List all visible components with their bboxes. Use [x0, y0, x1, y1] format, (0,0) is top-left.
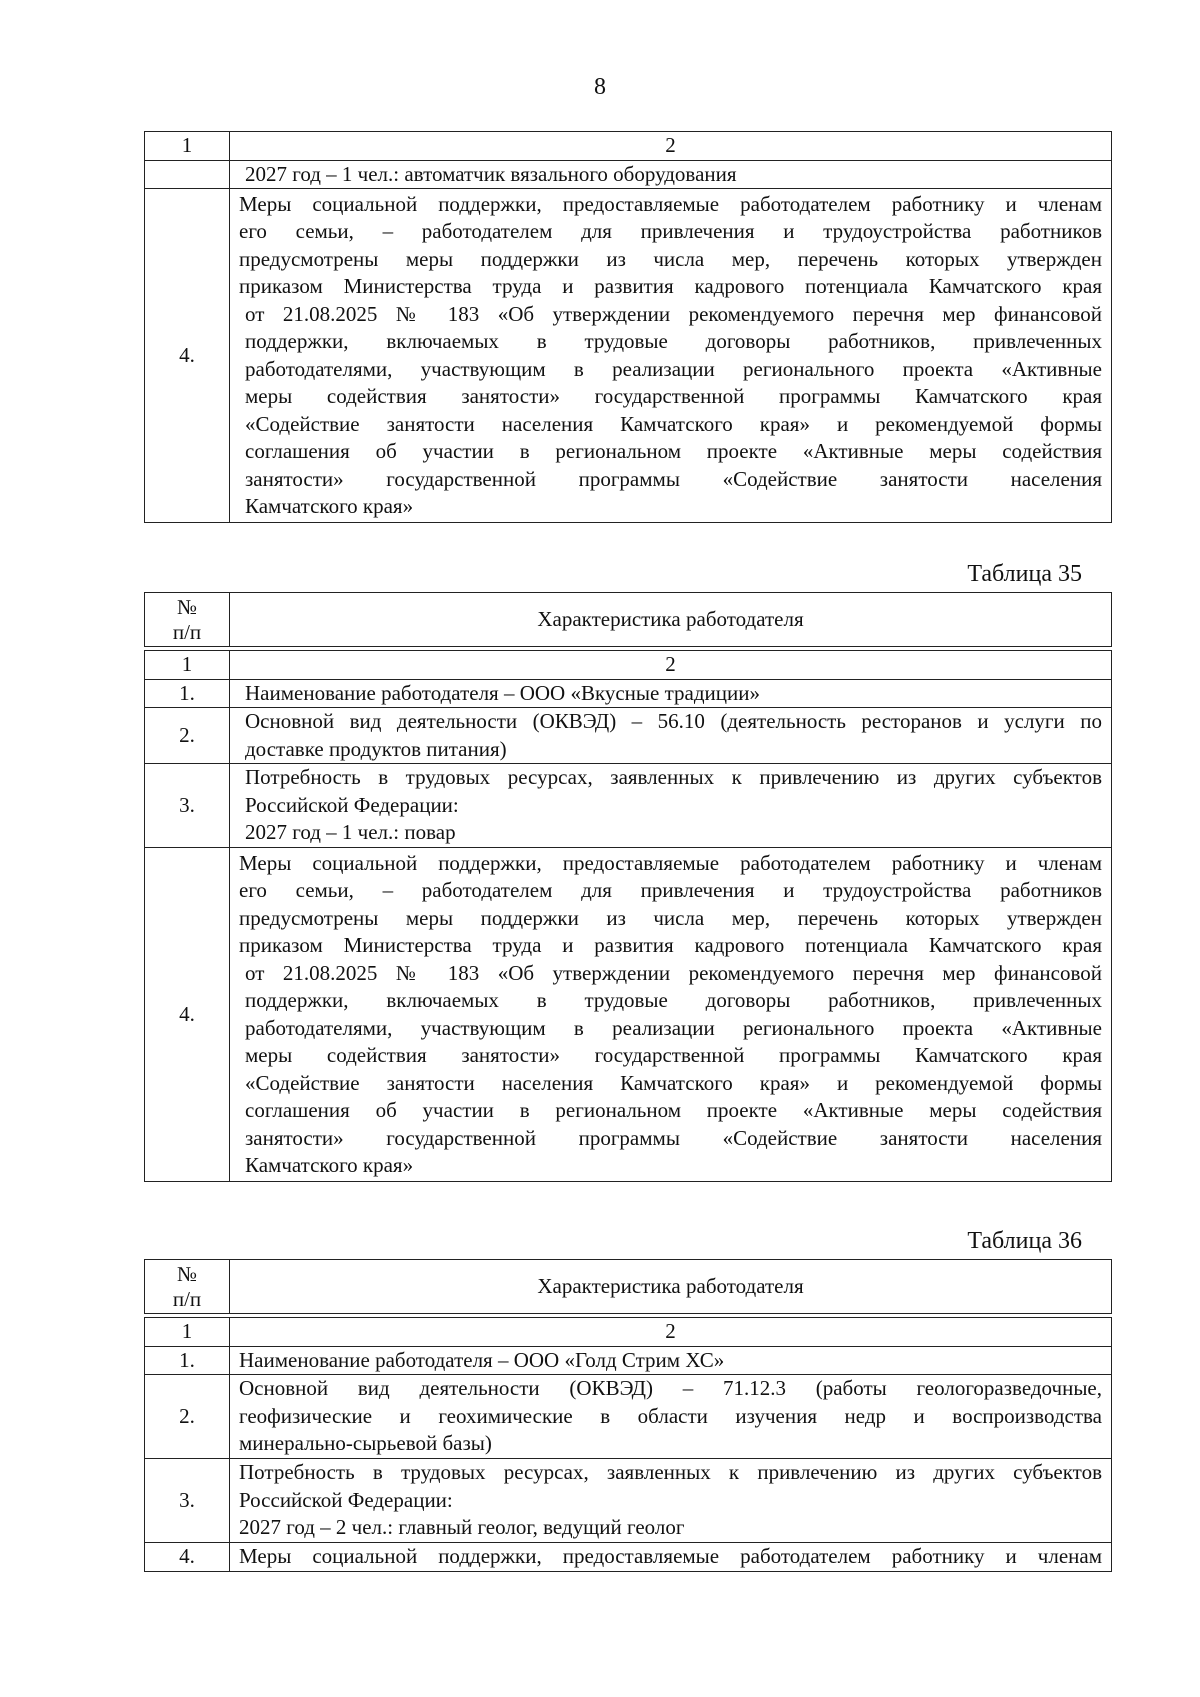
row-number-cell: [145, 160, 230, 189]
text-line: поддержки, включаемых в трудовые договоры работников, привлеченных: [245, 988, 1102, 1012]
row-text-cell: [230, 764, 1112, 848]
text-line: соглашения об участии в региональном проекте «Активные меры содействия: [245, 1098, 1102, 1122]
column-number-cell: 2: [230, 1318, 1112, 1347]
row-number-cell: 2.: [145, 708, 230, 764]
row-number-cell: 3.: [145, 1459, 230, 1543]
header-number-line: п/п: [172, 619, 202, 644]
row-text-cell: [230, 1375, 1112, 1459]
header-title-cell: Характеристика работодателя: [230, 1260, 1112, 1314]
table-row: [145, 848, 1112, 1182]
text-line: «Содействие занятости населения Камчатского края» и рекомендуемой формы: [245, 411, 1102, 436]
table-row: [145, 679, 1112, 708]
header-row: [145, 593, 1112, 647]
text-line: его семьи, – работодателем для привлечения и трудоустройства работников: [239, 878, 1102, 902]
text-line: Камчатского края»: [245, 1153, 414, 1177]
header-number-cell: [145, 1260, 230, 1314]
text-line: минерально-сырьевой базы): [239, 1431, 492, 1456]
text-line: приказом Министерства труда и развития кадрового потенциала Камчатского края: [239, 933, 1102, 957]
text-line: 2027 год – 1 чел.: автоматчик вязального оборудования: [245, 161, 737, 186]
text-line: Наименование работодателя – ООО «Вкусные традиции»: [245, 680, 760, 705]
text-line: Российской Федерации:: [239, 1487, 453, 1512]
column-number-cell: 2: [230, 651, 1112, 680]
row-number-cell: 2.: [145, 1375, 230, 1459]
text-line: поддержки, включаемых в трудовые договоры работников, привлеченных: [245, 329, 1102, 353]
row-text-cell: [230, 679, 1112, 708]
text-line: Камчатского края»: [245, 494, 414, 518]
text-line: Наименование работодателя – ООО «Голд Стрим ХС»: [239, 1347, 725, 1372]
row-text-cell: [230, 189, 1112, 523]
text-line: работодателями, участвующим в реализации регионального проекта «Активные: [245, 356, 1102, 381]
table-row: [145, 764, 1112, 848]
text-line: приказом Министерства труда и развития кадрового потенциала Камчатского края: [239, 274, 1102, 298]
text-line: соглашения об участии в региональном проекте «Активные меры содействия: [245, 439, 1102, 463]
row-text-cell: [230, 708, 1112, 764]
table-row: [145, 708, 1112, 764]
table-row: [145, 160, 1112, 189]
text-line: 2027 год – 2 чел.: главный геолог, ведущий геолог: [239, 1515, 685, 1540]
header-number-line: №: [176, 594, 198, 619]
header-number-line: №: [176, 1261, 198, 1286]
column-number-cell: 2: [230, 132, 1112, 161]
column-number-cell: 1: [145, 132, 230, 161]
row-number-cell: 4.: [145, 1543, 230, 1572]
table-row: [145, 1459, 1112, 1543]
table-row: [145, 189, 1112, 523]
column-number-cell: 1: [145, 651, 230, 680]
column-number-row: [145, 651, 1112, 680]
table-row: [145, 1375, 1112, 1459]
row-number-cell: 4.: [145, 848, 230, 1182]
column-number-cell: 1: [145, 1318, 230, 1347]
text-line: Меры социальной поддержки, предоставляемые работодателем работнику и членам: [239, 191, 1102, 216]
column-number-row: [145, 132, 1112, 161]
table-row: [145, 1543, 1112, 1572]
row-text-cell: [230, 1346, 1112, 1375]
row-number-cell: 1.: [145, 679, 230, 708]
row-number-cell: 3.: [145, 764, 230, 848]
text-line: предусмотрены меры поддержки из числа мер, перечень которых утвержден: [239, 905, 1102, 930]
header-row: [145, 1260, 1112, 1314]
row-number-cell: 4.: [145, 189, 230, 523]
table-35-header: [144, 592, 1112, 647]
text-line: Потребность в трудовых ресурсах, заявленных к привлечению из других субъектов: [239, 1460, 1102, 1485]
text-line: Российской Федерации:: [245, 792, 459, 817]
header-number-cell: [145, 593, 230, 647]
text-line: занятости» государственной программы «Содействие занятости населения: [245, 466, 1102, 491]
text-line: геофизические и геохимические в области изучения недр и воспроизводства: [239, 1403, 1102, 1428]
continuation-table: [144, 131, 1112, 523]
text-line: 2027 год – 1 чел.: повар: [245, 820, 456, 845]
text-line: меры содействия занятости» государственной программы Камчатского края: [245, 1043, 1102, 1067]
row-number-cell: 1.: [145, 1346, 230, 1375]
table-row: [145, 1346, 1112, 1375]
text-line: от 21.08.2025 № 183 «Об утверждении рекомендуемого перечня мер финансовой: [245, 301, 1102, 326]
text-line: работодателями, участвующим в реализации регионального проекта «Активные: [245, 1015, 1102, 1040]
table-36-header: [144, 1259, 1112, 1314]
text-line: доставке продуктов питания): [245, 736, 507, 761]
table-36-caption: Таблица 36: [967, 1228, 1082, 1254]
row-text-cell: [230, 1543, 1112, 1572]
column-number-row: [145, 1318, 1112, 1347]
text-line: Меры социальной поддержки, предоставляемые работодателем работнику и членам: [239, 1544, 1102, 1568]
text-line: меры содействия занятости» государственной программы Камчатского края: [245, 384, 1102, 408]
row-text-cell: [230, 1459, 1112, 1543]
header-title-cell: Характеристика работодателя: [230, 593, 1112, 647]
text-line: Меры социальной поддержки, предоставляемые работодателем работнику и членам: [239, 850, 1102, 875]
text-line: его семьи, – работодателем для привлечения и трудоустройства работников: [239, 219, 1102, 243]
text-line: Потребность в трудовых ресурсах, заявленных к привлечению из других субъектов: [245, 765, 1102, 790]
table-36: [144, 1317, 1112, 1572]
page-number: 8: [594, 74, 606, 100]
text-line: Основной вид деятельности (ОКВЭД) – 71.12.3 (работы геологоразведочные,: [239, 1376, 1102, 1401]
row-text-cell: [230, 160, 1112, 189]
header-number-line: п/п: [172, 1286, 202, 1311]
text-line: занятости» государственной программы «Содействие занятости населения: [245, 1125, 1102, 1150]
table-35: [144, 650, 1112, 1182]
text-line: «Содействие занятости населения Камчатского края» и рекомендуемой формы: [245, 1070, 1102, 1095]
row-text-cell: [230, 848, 1112, 1182]
table-35-caption: Таблица 35: [967, 561, 1082, 587]
text-line: Основной вид деятельности (ОКВЭД) – 56.10 (деятельность ресторанов и услуги по: [245, 709, 1102, 733]
text-line: предусмотрены меры поддержки из числа мер, перечень которых утвержден: [239, 246, 1102, 271]
text-line: от 21.08.2025 № 183 «Об утверждении рекомендуемого перечня мер финансовой: [245, 960, 1102, 985]
